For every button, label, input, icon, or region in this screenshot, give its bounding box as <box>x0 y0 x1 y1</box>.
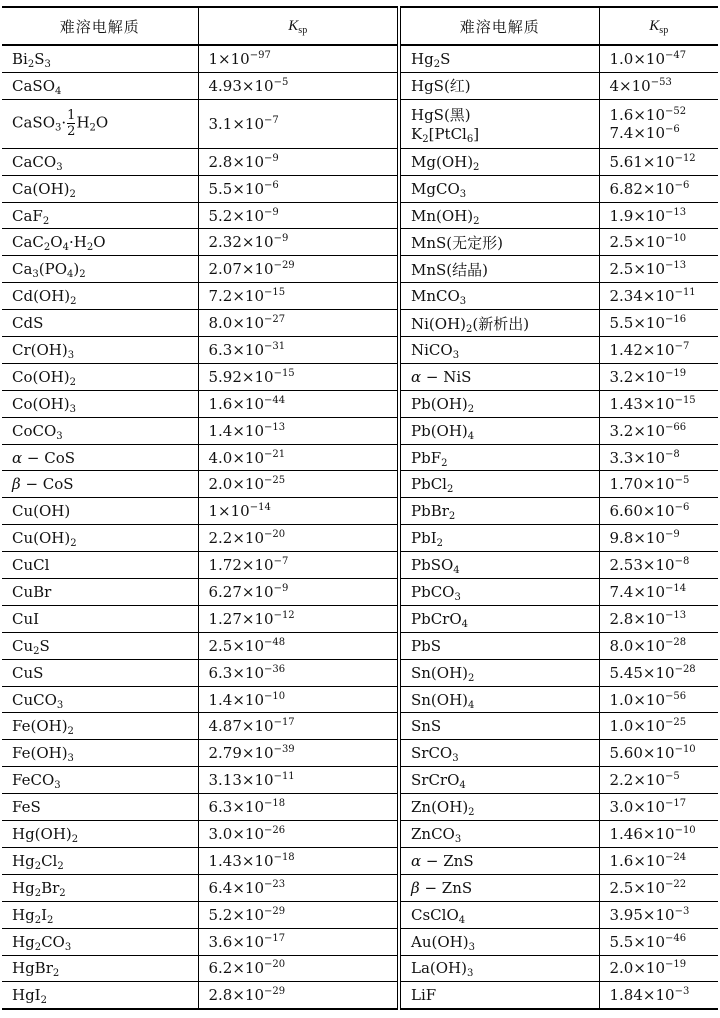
electrolyte-name-cell: CaCO$_3$ <box>2 148 198 175</box>
electrolyte-name-cell: $Hg(OH)_2$ <box>2 821 198 848</box>
electrolyte-name-cell: CdS <box>2 310 198 337</box>
ksp-value-cell: $2.8\times 10^{-9}$ <box>198 148 399 175</box>
ksp-value-cell: $1.43\times 10^{-18}$ <box>198 847 399 874</box>
header-row <box>2 7 718 45</box>
electrolyte-name-cell: MnS(结晶) <box>399 256 599 283</box>
ksp-value-cell: $6.3\times 10^{-36}$ <box>198 659 399 686</box>
electrolyte-name-cell: LiF <box>399 982 599 1009</box>
ksp-value-cell: $3.13\times 10^{-11}$ <box>198 767 399 794</box>
table-row <box>2 444 718 471</box>
electrolyte-name-cell: $Cd(OH)_2$ <box>2 283 198 310</box>
ksp-value-cell: $6.3\times 10^{-18}$ <box>198 794 399 821</box>
ksp-value-cell: $1\times 10^{-14}$ <box>198 498 399 525</box>
ksp-value-cell: $3.0\times 10^{-17}$ <box>599 794 718 821</box>
ksp-value-cell: $3.2\times 10^{-66}$ <box>599 417 718 444</box>
ksp-value-cell: $7.2\times 10^{-15}$ <box>198 283 399 310</box>
electrolyte-name-cell: $Mn(OH)_2$ <box>399 202 599 229</box>
electrolyte-name-cell: NiCO$_3$ <box>399 337 599 364</box>
ksp-value-cell: $6.82\times 10^{-6}$ <box>599 175 718 202</box>
ksp-value-cell: $1.6\times 10^{-52}$ $7.4\times 10^{-6}$ <box>599 99 718 148</box>
table-row <box>2 955 718 982</box>
electrolyte-name-cell: α − NiS <box>399 363 599 390</box>
ksp-value-cell: $5.2\times 10^{-9}$ <box>198 202 399 229</box>
electrolyte-name-cell: $Au(OH)_3$ <box>399 928 599 955</box>
electrolyte-name-cell: β − ZnS <box>399 874 599 901</box>
electrolyte-name-cell: Cu(OH) <box>2 498 198 525</box>
table-row <box>2 175 718 202</box>
ksp-value-cell: $3.0\times 10^{-26}$ <box>198 821 399 848</box>
electrolyte-name-cell: CuCl <box>2 552 198 579</box>
ksp-value-cell: $1.42\times 10^{-7}$ <box>599 337 718 364</box>
table-row <box>2 686 718 713</box>
table-row <box>2 874 718 901</box>
table-row <box>2 821 718 848</box>
table-row <box>2 659 718 686</box>
ksp-value-cell: $5.92\times 10^{-15}$ <box>198 363 399 390</box>
electrolyte-name-cell: α − ZnS <box>399 847 599 874</box>
electrolyte-name-cell: $Co(OH)_3$ <box>2 390 198 417</box>
ksp-value-cell: $8.0\times 10^{-27}$ <box>198 310 399 337</box>
ksp-value-cell: $1.72\times 10^{-7}$ <box>198 552 399 579</box>
electrolyte-name-cell: SrCO$_3$ <box>399 740 599 767</box>
electrolyte-name-cell: MgCO$_3$ <box>399 175 599 202</box>
table-row <box>2 498 718 525</box>
table-row <box>2 148 718 175</box>
electrolyte-name-cell: PbCl$_2$ <box>399 471 599 498</box>
table-row <box>2 982 718 1009</box>
table-row <box>2 632 718 659</box>
electrolyte-name-cell: $Hg_2CO_3$ <box>2 928 198 955</box>
ksp-value-cell: $6.60\times 10^{-6}$ <box>599 498 718 525</box>
ksp-value-cell: $1.4\times 10^{-13}$ <box>198 417 399 444</box>
electrolyte-name-cell: HgBr$_2$ <box>2 955 198 982</box>
header-name-left: 难溶电解质 <box>2 7 198 45</box>
electrolyte-name-cell: PbS <box>399 632 599 659</box>
ksp-value-cell: $2.8\times 10^{-29}$ <box>198 982 399 1009</box>
ksp-value-cell: $2.53\times 10^{-8}$ <box>599 552 718 579</box>
ksp-value-cell: $2.5\times 10^{-10}$ <box>599 229 718 256</box>
header-ksp-left: $K_{sp}$ <box>198 7 399 45</box>
electrolyte-name-cell: CsClO$_4$ <box>399 901 599 928</box>
electrolyte-name-cell: HgI$_2$ <box>2 982 198 1009</box>
ksp-value-cell: $4.93\times 10^{-5}$ <box>198 72 399 99</box>
ksp-table <box>2 6 718 1010</box>
electrolyte-name-cell: $Pb(OH)_2$ <box>399 390 599 417</box>
table-row <box>2 202 718 229</box>
table-body <box>2 45 718 1009</box>
electrolyte-name-cell: $Mg(OH)_2$ <box>399 148 599 175</box>
ksp-value-cell: $5.2\times 10^{-29}$ <box>198 901 399 928</box>
table-row <box>2 525 718 552</box>
table-row <box>2 605 718 632</box>
ksp-value-cell: $6.3\times 10^{-31}$ <box>198 337 399 364</box>
ksp-value-cell: $2.8\times 10^{-13}$ <box>599 605 718 632</box>
ksp-value-cell: $2.0\times 10^{-19}$ <box>599 955 718 982</box>
electrolyte-name-cell: $Ca_3(PO_4)_2$ <box>2 256 198 283</box>
electrolyte-name-cell: CaSO$_3$· $\frac{1}{2}$ $H_2O$ <box>2 99 198 148</box>
ksp-value-cell: $9.8\times 10^{-9}$ <box>599 525 718 552</box>
table-row <box>2 794 718 821</box>
electrolyte-name-cell: α − CoS <box>2 444 198 471</box>
table-row <box>2 390 718 417</box>
ksp-value-cell: $4.87\times 10^{-17}$ <box>198 713 399 740</box>
electrolyte-name-cell: CuCO$_3$ <box>2 686 198 713</box>
electrolyte-name-cell: $Hg_2Br_2$ <box>2 874 198 901</box>
ksp-value-cell: $2.5\times 10^{-22}$ <box>599 874 718 901</box>
ksp-value-cell: $1.84\times 10^{-3}$ <box>599 982 718 1009</box>
table-row <box>2 713 718 740</box>
ksp-value-cell: $1.0\times 10^{-56}$ <box>599 686 718 713</box>
ksp-value-cell: $3.6\times 10^{-17}$ <box>198 928 399 955</box>
table-row <box>2 310 718 337</box>
ksp-value-cell: $1.43\times 10^{-15}$ <box>599 390 718 417</box>
electrolyte-name-cell: $Fe(OH)_2$ <box>2 713 198 740</box>
electrolyte-name-cell: SnS <box>399 713 599 740</box>
electrolyte-name-cell: PbCO$_3$ <box>399 579 599 606</box>
table-row <box>2 363 718 390</box>
electrolyte-name-cell: $Cu_2S$ <box>2 632 198 659</box>
ksp-value-cell: $7.4\times 10^{-14}$ <box>599 579 718 606</box>
table-row <box>2 99 718 148</box>
electrolyte-name-cell: FeCO$_3$ <box>2 767 198 794</box>
table-row <box>2 928 718 955</box>
header-ksp-right: $K_{sp}$ <box>599 7 718 45</box>
electrolyte-name-cell: $Cr(OH)_3$ <box>2 337 198 364</box>
table-row <box>2 740 718 767</box>
table-row <box>2 417 718 444</box>
electrolyte-name-cell: $Cu(OH)_2$ <box>2 525 198 552</box>
ksp-value-cell: $1.0\times 10^{-25}$ <box>599 713 718 740</box>
ksp-value-cell: $2.5\times 10^{-13}$ <box>599 256 718 283</box>
table-row <box>2 72 718 99</box>
ksp-value-cell: $5.61\times 10^{-12}$ <box>599 148 718 175</box>
header-name-right: 难溶电解质 <box>399 7 599 45</box>
ksp-value-cell: $3.3\times 10^{-8}$ <box>599 444 718 471</box>
ksp-value-cell: $3.95\times 10^{-3}$ <box>599 901 718 928</box>
ksp-value-cell: $2.07\times 10^{-29}$ <box>198 256 399 283</box>
ksp-value-cell: $2.79\times 10^{-39}$ <box>198 740 399 767</box>
table-row <box>2 471 718 498</box>
electrolyte-name-cell: HgS(黑) $K_2[PtCl_6]$ <box>399 99 599 148</box>
ksp-value-cell: $5.45\times 10^{-28}$ <box>599 659 718 686</box>
electrolyte-name-cell: HgS(红) <box>399 72 599 99</box>
electrolyte-name-cell: CuS <box>2 659 198 686</box>
electrolyte-name-cell: PbI$_2$ <box>399 525 599 552</box>
ksp-value-cell: $2.0\times 10^{-25}$ <box>198 471 399 498</box>
ksp-value-cell: $4\times 10^{-53}$ <box>599 72 718 99</box>
electrolyte-name-cell: $Ni(OH)_2$(新析出) <box>399 310 599 337</box>
electrolyte-name-cell: $Fe(OH)_3$ <box>2 740 198 767</box>
ksp-value-cell: $1\times 10^{-97}$ <box>198 45 399 72</box>
table-row <box>2 229 718 256</box>
electrolyte-name-cell: $Ca(OH)_2$ <box>2 175 198 202</box>
electrolyte-name-cell: $Bi_2S_3$ <box>2 45 198 72</box>
ksp-value-cell: $3.2\times 10^{-19}$ <box>599 363 718 390</box>
electrolyte-name-cell: CuBr <box>2 579 198 606</box>
electrolyte-name-cell: PbBr$_2$ <box>399 498 599 525</box>
electrolyte-name-cell: β − CoS <box>2 471 198 498</box>
electrolyte-name-cell: $Pb(OH)_4$ <box>399 417 599 444</box>
ksp-value-cell: $6.4\times 10^{-23}$ <box>198 874 399 901</box>
electrolyte-name-cell: $La(OH)_3$ <box>399 955 599 982</box>
ksp-value-cell: $6.27\times 10^{-9}$ <box>198 579 399 606</box>
electrolyte-name-cell: ZnCO$_3$ <box>399 821 599 848</box>
electrolyte-name-cell: CuI <box>2 605 198 632</box>
ksp-value-cell: $4.0\times 10^{-21}$ <box>198 444 399 471</box>
electrolyte-name-cell: CaF$_2$ <box>2 202 198 229</box>
table-row <box>2 847 718 874</box>
electrolyte-name-cell: $Hg_2S$ <box>399 45 599 72</box>
ksp-value-cell: $2.34\times 10^{-11}$ <box>599 283 718 310</box>
ksp-value-cell: $5.5\times 10^{-46}$ <box>599 928 718 955</box>
ksp-value-cell: $2.2\times 10^{-5}$ <box>599 767 718 794</box>
electrolyte-name-cell: $Sn(OH)_4$ <box>399 686 599 713</box>
table-row <box>2 767 718 794</box>
electrolyte-name-cell: $Co(OH)_2$ <box>2 363 198 390</box>
electrolyte-name-cell: SrCrO$_4$ <box>399 767 599 794</box>
electrolyte-name-cell: MnCO$_3$ <box>399 283 599 310</box>
table-row <box>2 256 718 283</box>
ksp-value-cell: $1.9\times 10^{-13}$ <box>599 202 718 229</box>
ksp-value-cell: $3.1\times 10^{-7}$ <box>198 99 399 148</box>
electrolyte-name-cell: $Sn(OH)_2$ <box>399 659 599 686</box>
electrolyte-name-cell: $Zn(OH)_2$ <box>399 794 599 821</box>
electrolyte-name-cell: $CaC_2O_4\cdot H_2O$ <box>2 229 198 256</box>
electrolyte-name-cell: PbF$_2$ <box>399 444 599 471</box>
ksp-value-cell: $1.4\times 10^{-10}$ <box>198 686 399 713</box>
ksp-value-cell: $1.27\times 10^{-12}$ <box>198 605 399 632</box>
ksp-value-cell: $1.6\times 10^{-44}$ <box>198 390 399 417</box>
ksp-value-cell: $2.5\times 10^{-48}$ <box>198 632 399 659</box>
ksp-value-cell: $1.0\times 10^{-47}$ <box>599 45 718 72</box>
table-row <box>2 283 718 310</box>
ksp-value-cell: $1.6\times 10^{-24}$ <box>599 847 718 874</box>
ksp-value-cell: $1.46\times 10^{-10}$ <box>599 821 718 848</box>
ksp-value-cell: $6.2\times 10^{-20}$ <box>198 955 399 982</box>
electrolyte-name-cell: PbCrO$_4$ <box>399 605 599 632</box>
electrolyte-name-cell: PbSO$_4$ <box>399 552 599 579</box>
ksp-value-cell: $2.2\times 10^{-20}$ <box>198 525 399 552</box>
table-row <box>2 579 718 606</box>
table-row <box>2 337 718 364</box>
table-row <box>2 552 718 579</box>
electrolyte-name-cell: CoCO$_3$ <box>2 417 198 444</box>
electrolyte-name-cell: FeS <box>2 794 198 821</box>
ksp-value-cell: $5.60\times 10^{-10}$ <box>599 740 718 767</box>
electrolyte-name-cell: $Hg_2I_2$ <box>2 901 198 928</box>
electrolyte-name-cell: $Hg_2Cl_2$ <box>2 847 198 874</box>
table-row <box>2 45 718 72</box>
ksp-value-cell: $1.70\times 10^{-5}$ <box>599 471 718 498</box>
table-row <box>2 901 718 928</box>
electrolyte-name-cell: CaSO$_4$ <box>2 72 198 99</box>
ksp-value-cell: $5.5\times 10^{-6}$ <box>198 175 399 202</box>
electrolyte-name-cell: MnS(无定形) <box>399 229 599 256</box>
ksp-value-cell: $8.0\times 10^{-28}$ <box>599 632 718 659</box>
ksp-value-cell: $2.32\times 10^{-9}$ <box>198 229 399 256</box>
ksp-value-cell: $5.5\times 10^{-16}$ <box>599 310 718 337</box>
